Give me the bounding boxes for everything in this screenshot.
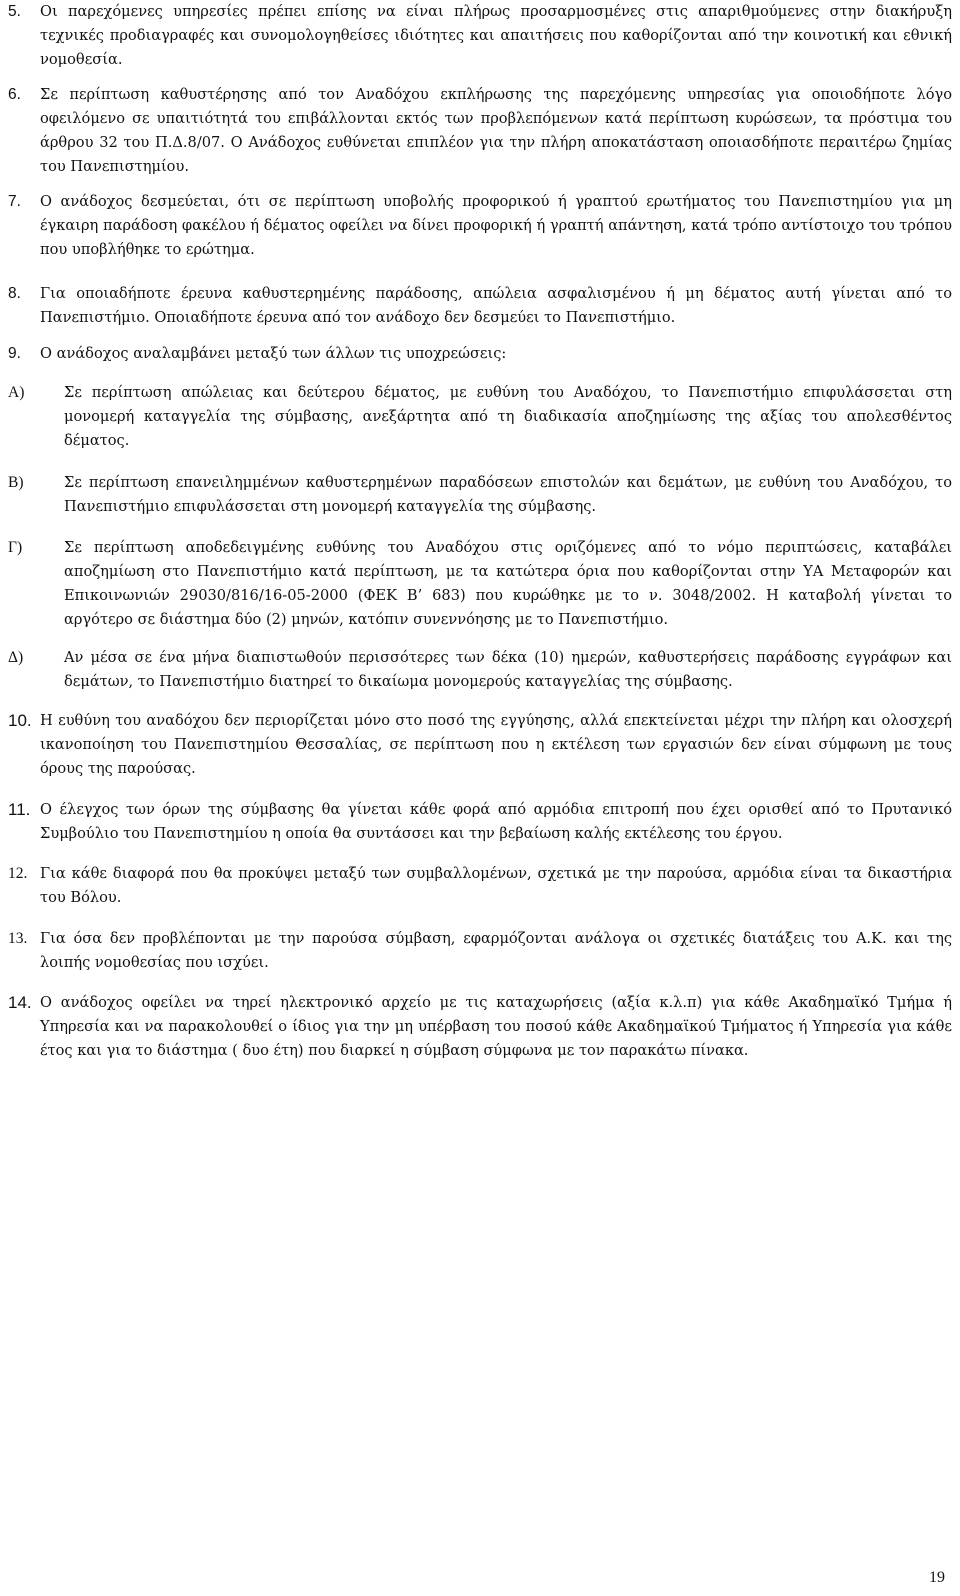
clause-text: Για κάθε διαφορά που θα προκύψει μεταξύ των συμβαλλομένων, σχετικά με την παρούσα, αρμόδια είναι τα δικαστήρια του Βόλου. (40, 865, 952, 906)
subclause-text: Σε περίπτωση αποδεδειγμένης ευθύνης του Αναδόχου στις οριζόμενες από το νόμο περιπτώσεις, καταβάλει αποζημίωση στο Πανεπιστήμιο κατά περίπτωση, με τα κατώτερα όρια που καθορίζονται στην ΥΑ Μεταφορών και Επικοινωνιών 29030/816/16-05-2000 (ΦΕΚ Β’ 683) που κυρώθηκε με το ν. 3048/2002. Η καταβολή γίνεται το αργότερο σε διάστημα δύο (2) μηνών, κατόπιν συνεννόησης με το Πανεπιστήμιο. (64, 539, 952, 628)
clause-text: Ο έλεγχος των όρων της σύμβασης θα γίνεται κάθε φορά από αρμόδια επιτροπή που έχει ορισθεί από το Πρυτανικό Συμβούλιο του Πανεπιστημίου η οποία θα συντάσσει και την βεβαίωση καλής εκτέλεσης του έργου. (40, 801, 952, 842)
clause-text: Για όσα δεν προβλέπονται με την παρούσα σύμβαση, εφαρμόζονται ανάλογα οι σχετικές διατάξεις του Α.Κ. και της λοιπής νομοθεσίας που ισχύει. (40, 930, 952, 971)
clause-14 (8, 991, 952, 1063)
subclause-b (8, 471, 952, 519)
subclause-c (8, 536, 952, 632)
clause-text: Σε περίπτωση καθυστέρησης από τον Αναδόχου εκπλήρωσης της παρεχόμενης υπηρεσίας για οποιοδήποτε λόγο οφειλόμενο σε υπαιτιότητά του επιβάλλονται εκτός των προβλεπόμενων κατά περίπτωση κυρώσεων, τα πρόστιμα του άρθρου 32 του Π.Δ.8/07. Ο Ανάδοχος ευθύνεται επιπλέον για την πλήρη αποκατάσταση οποιασδήποτε περαιτέρω ζημίας του Πανεπιστημίου. (40, 86, 952, 175)
subclause-d (8, 646, 952, 694)
clause-6 (8, 83, 952, 179)
clause-number: 5. (8, 3, 21, 20)
subclause-letter: Α) (8, 384, 25, 401)
subclause-letter: Β) (8, 474, 24, 491)
clause-text: Ο ανάδοχος οφείλει να τηρεί ηλεκτρονικό αρχείο με τις καταχωρήσεις (αξία κ.λ.π) για κάθε Ακαδημαϊκό Τμήμα ή Υπηρεσία και να παρακολουθεί ο ίδιος για την μη υπέρβαση του ποσού κάθε Ακαδημαϊκού Τμήματος ή Υπηρεσία για κάθε έτος και για το διάστημα ( δυο έτη) που διαρκεί η σύμβαση σύμφωνα με τον παρακάτω πίνακα. (40, 994, 952, 1059)
page-number: 19 (929, 1569, 945, 1586)
clause-number: 6. (8, 86, 21, 103)
clause-number: 11. (8, 800, 31, 819)
clause-9 (8, 342, 952, 366)
clause-number: 14. (8, 993, 32, 1012)
subclause-text: Σε περίπτωση επανειλημμένων καθυστερημένων παραδόσεων επιστολών και δεμάτων, με ευθύνη του Αναδόχου, το Πανεπιστήμιο επιφυλάσσεται στη μονομερή καταγγελία της σύμβασης. (64, 474, 952, 515)
subclause-a (8, 381, 952, 453)
clause-5 (8, 0, 952, 72)
clause-13 (8, 927, 952, 975)
clause-text: Οι παρεχόμενες υπηρεσίες πρέπει επίσης να είναι πλήρως προσαρμοσμένες στις απαριθμούμενες στην διακήρυξη τεχνικές προδιαγραφές και συνομολογηθείσες ιδιότητες και απαιτήσεις που καθορίζονται από την κοινοτική και εθνική νομοθεσία. (40, 3, 952, 68)
clause-12 (8, 862, 952, 910)
clause-number: 7. (8, 193, 21, 210)
clause-8 (8, 282, 952, 330)
clause-text: Για οποιαδήποτε έρευνα καθυστερημένης παράδοσης, απώλεια ασφαλισμένου ή μη δέματος αυτή γίνεται από το Πανεπιστήμιο. Οποιαδήποτε έρευνα από τον ανάδοχο δεν δεσμεύει το Πανεπιστήμιο. (40, 285, 952, 326)
clause-7 (8, 190, 952, 262)
subclause-text: Αν μέσα σε ένα μήνα διαπιστωθούν περισσότερες των δέκα (10) ημερών, καθυστερήσεις παράδοσης εγγράφων και δεμάτων, το Πανεπιστήμιο διατηρεί το δικαίωμα μονομερούς καταγγελίας της σύμβασης. (64, 649, 952, 690)
clause-number: 13. (8, 930, 28, 947)
clause-text: Ο ανάδοχος αναλαμβάνει μεταξύ των άλλων τις υποχρεώσεις: (40, 345, 507, 362)
subclause-text: Σε περίπτωση απώλειας και δεύτερου δέματος, με ευθύνη του Αναδόχου, το Πανεπιστήμιο επιφυλάσσεται στη μονομερή καταγγελία της σύμβασης, ανεξάρτητα από τη διαδικασία αποζημίωσης της αξίας του απολεσθέντος δέματος. (64, 384, 952, 449)
clause-text: Ο ανάδοχος δεσμεύεται, ότι σε περίπτωση υποβολής προφορικού ή γραπτού ερωτήματος του Πανεπιστημίου για μη έγκαιρη παράδοση φακέλου ή δέματος οφείλει να δίνει προφορική ή γραπτή απάντηση, κατά τρόπο αντίστοιχο του τρόπου που υποβλήθηκε το ερώτημα. (40, 193, 952, 258)
clause-text: Η ευθύνη του αναδόχου δεν περιορίζεται μόνο στο ποσό της εγγύησης, αλλά επεκτείνεται μέχρι την πλήρη και ολοσχερή ικανοποίηση του Πανεπιστημίου Θεσσαλίας, σε περίπτωση που η εκτέλεση των εργασιών δεν είναι σύμφωνη με τους όρους της παρούσας. (40, 712, 952, 777)
clause-11 (8, 798, 952, 846)
subclause-letter: Δ) (8, 649, 24, 666)
subclause-letter: Γ) (8, 539, 23, 556)
clause-number: 10. (8, 711, 32, 730)
clause-number: 12. (8, 865, 28, 882)
clause-number: 8. (8, 285, 21, 302)
clause-number: 9. (8, 345, 21, 362)
clause-10 (8, 709, 952, 781)
